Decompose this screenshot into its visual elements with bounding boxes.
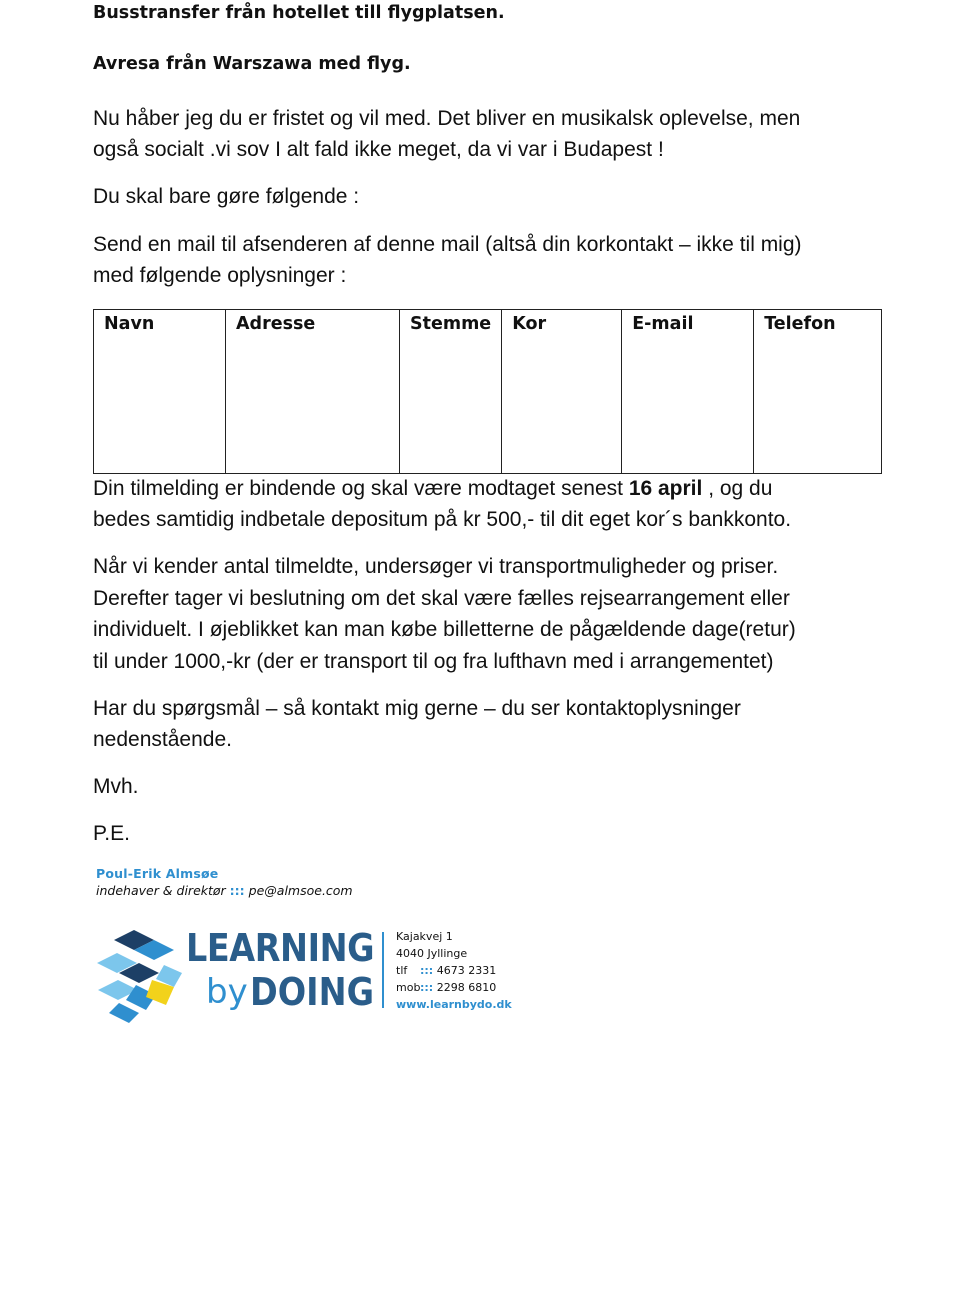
signature-role: indehaver & direktør [96,883,226,898]
address-street: Kajakvej 1 [396,930,453,943]
signature-role-line [96,883,353,898]
separator: ::: [229,883,245,898]
paragraph-send-mail-line: med følgende oplysninger : [93,264,347,287]
separator: ::: [420,964,434,977]
deadline-date: 16 april [628,477,703,500]
deadline-text-end: , og du [702,477,773,500]
mobile-value: 2298 6810 [436,981,497,994]
paragraph-transport-line: til under 1000,-kr (der er transport til og fra lufthavn med i arrangementet) [93,650,774,673]
paragraph-send-mail-line: Send en mail til afsenderen af denne mail (altså din korkontakt – ikke til mig) [93,233,802,256]
mobile-line [396,979,496,996]
registration-table [93,309,882,474]
logo-learning-text: LEARNING [186,926,375,970]
heading-bus-transfer: Busstransfer från hotellet till flygplatsen. [93,3,505,23]
paragraph-deadline-line [93,473,772,504]
address-city: 4040 Jyllinge [396,947,468,960]
closing-greeting: Mvh. [93,775,139,798]
paragraph-transport-line: Derefter tager vi beslutning om det skal være fælles rejsearrangement eller [93,587,790,610]
signature-email[interactable]: pe@almsoe.com [248,883,353,898]
logo-doing-text: DOING [250,970,375,1014]
signature-initials: P.E. [93,822,130,845]
paragraph-instructions: Du skal bare gøre følgende : [93,185,360,208]
phone-label: tlf [396,964,408,977]
column-header-email: E-mail [622,310,754,474]
paragraph-transport-line: Når vi kender antal tilmeldte, undersøger vi transportmuligheder og priser. [93,555,779,578]
paragraph-questions-line: Har du spørgsmål – så kontakt mig gerne – du ser kontaktoplysninger [93,697,741,720]
deadline-text: Din tilmelding er bindende og skal være modtaget senest [93,477,629,500]
paragraph-intro-line: Nu håber jeg du er fristet og vil med. Det bliver en musikalsk oplevelse, men [93,107,801,130]
paragraph-transport-line: individuelt. I øjeblikket kan man købe billetterne de pågældende dage(retur) [93,618,796,641]
paragraph-deadline-line: bedes samtidig indbetale depositum på kr 500,- til dit eget kor´s bankkonto. [93,508,792,531]
column-header-choir: Kor [502,310,622,474]
column-header-name: Navn [94,310,226,474]
heading-departure: Avresa från Warszawa med flyg. [93,54,411,74]
column-header-phone: Telefon [754,310,882,474]
column-header-voice: Stemme [400,310,502,474]
phone-line [396,962,496,979]
separator: ::: [420,981,434,994]
mobile-label: mob [396,981,421,994]
website-link[interactable]: www.learnbydo.dk [396,998,512,1011]
signature-name: Poul-Erik Almsøe [96,866,219,881]
signature-divider [382,932,384,1008]
column-header-address: Adresse [226,310,400,474]
paragraph-questions-line: nedenstående. [93,728,232,751]
phone-value: 4673 2331 [436,964,497,977]
logo-by-text: by [206,972,248,1012]
paragraph-intro-line: også socialt .vi sov I alt fald ikke meget, da vi var i Budapest ! [93,138,664,161]
